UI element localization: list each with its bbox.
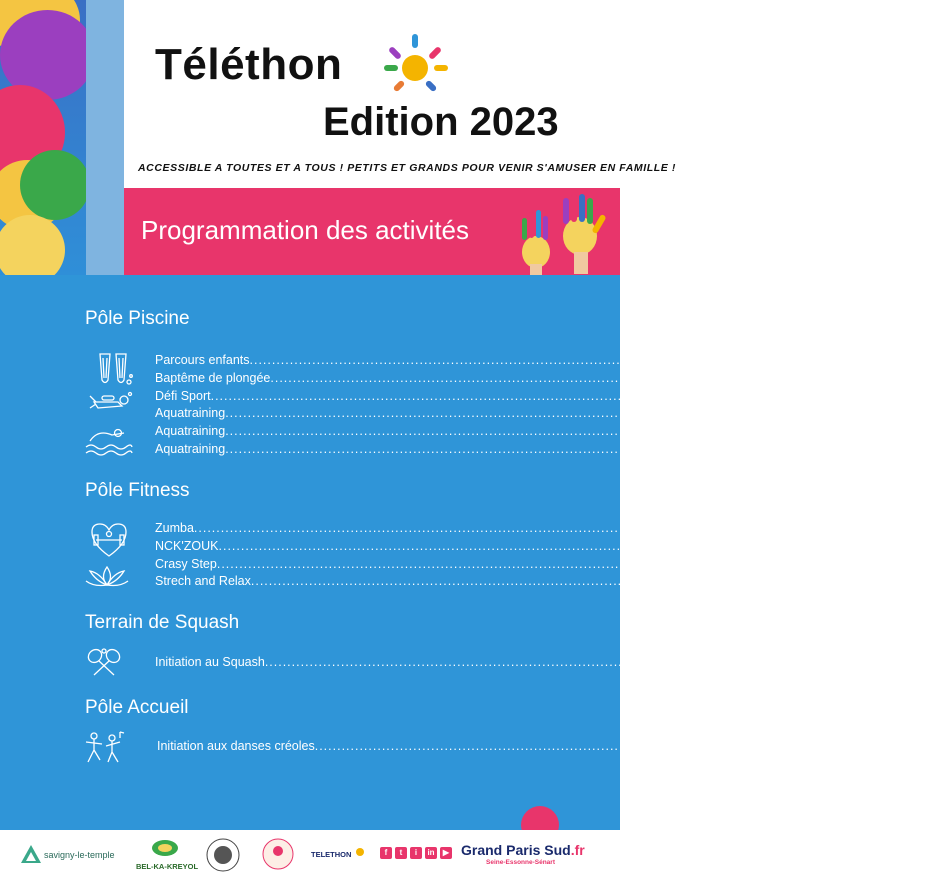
grand-paris-sud-logo: Grand Paris Sud.fr	[461, 842, 585, 858]
schedule-row: Aquatraining ..... 19h00-19h45	[155, 423, 535, 441]
section-title-fitness: Pôle Fitness	[85, 480, 190, 501]
schedule-row: Baptême de plongée ..... 17h30-22h30	[155, 370, 535, 388]
section-title-squash: Terrain de Squash	[85, 612, 240, 633]
social-links	[380, 847, 452, 859]
squash-rackets-icon	[84, 647, 124, 679]
fitness-heart-icon	[88, 518, 130, 560]
youtube-icon[interactable]: ▶	[440, 847, 452, 859]
bel-ka-kreyol-logo-icon	[150, 838, 180, 858]
partner-footer	[0, 830, 620, 881]
club-crest-icon	[205, 835, 241, 875]
painted-hands-icon	[508, 194, 608, 274]
programme-banner	[124, 188, 620, 275]
instagram-icon[interactable]: i	[410, 847, 422, 859]
banner-title: Programmation des activités	[141, 215, 470, 245]
tagline: ACCESSIBLE A TOUTES ET A TOUS ! PETITS ET GRANDS POUR VENIR S'AMUSER EN FAMILLE !	[138, 162, 677, 174]
schedule-row: NCK'ZOUK ..... 19h30-20h15	[155, 538, 535, 556]
twitter-icon[interactable]: t	[395, 847, 407, 859]
schedule-row: Aquatraining ..... 20h00-20h45	[155, 441, 535, 459]
schedule-row: Aquatraining ..... 18h00-18h45	[155, 405, 535, 423]
section-title-piscine: Pôle Piscine	[85, 308, 190, 329]
telethon-logo: TELETHON	[311, 850, 352, 859]
schedule-row: Initiation au Squash ..... 18h30-22h30	[155, 654, 535, 672]
facebook-icon[interactable]: f	[380, 847, 392, 859]
decorative-stripe	[86, 0, 124, 275]
sun-logo-icon	[380, 30, 450, 100]
fins-icon	[96, 352, 134, 388]
programme-section	[0, 275, 925, 830]
accueil-schedule	[157, 738, 925, 756]
dancers-icon	[82, 730, 126, 766]
diver-icon	[88, 390, 134, 416]
bel-ka-kreyol-logo: BEL-KA-KREYOL	[136, 862, 199, 871]
swimmer-icon	[84, 423, 132, 457]
tropi-ka-logo-icon	[261, 837, 295, 871]
schedule-row: Crasy Step ..... 20h30-21h15	[155, 556, 535, 574]
header	[0, 0, 677, 275]
telethon-sun-icon	[354, 846, 366, 858]
squash-schedule	[155, 654, 876, 672]
schedule-row: Strech and Relax ..... 21h15-22h00	[155, 573, 535, 591]
schedule-row: Initiation aux danses créoles ..... 19h00-20h45	[157, 738, 537, 756]
lotus-icon	[84, 563, 130, 589]
piscine-schedule	[155, 352, 881, 459]
savigny-logo-icon	[20, 844, 42, 864]
grand-paris-sud-subtitle: Seine-Essonne-Sénart	[486, 859, 555, 866]
schedule-row: Parcours enfants ..... 17h30-22h30	[155, 352, 535, 370]
fitness-schedule	[155, 520, 862, 591]
schedule-row: Défi Sport ..... 17h30-22h30	[155, 388, 535, 406]
savigny-logo: savigny-le-temple	[44, 850, 115, 860]
linkedin-icon[interactable]: in	[425, 847, 437, 859]
balloons-image	[0, 0, 86, 275]
page-title: Téléthon	[155, 40, 343, 89]
edition-title: Edition 2023	[323, 100, 559, 144]
schedule-row: Zumba ..... 18h30-19h15	[155, 520, 535, 538]
section-title-accueil: Pôle Accueil	[85, 697, 189, 718]
